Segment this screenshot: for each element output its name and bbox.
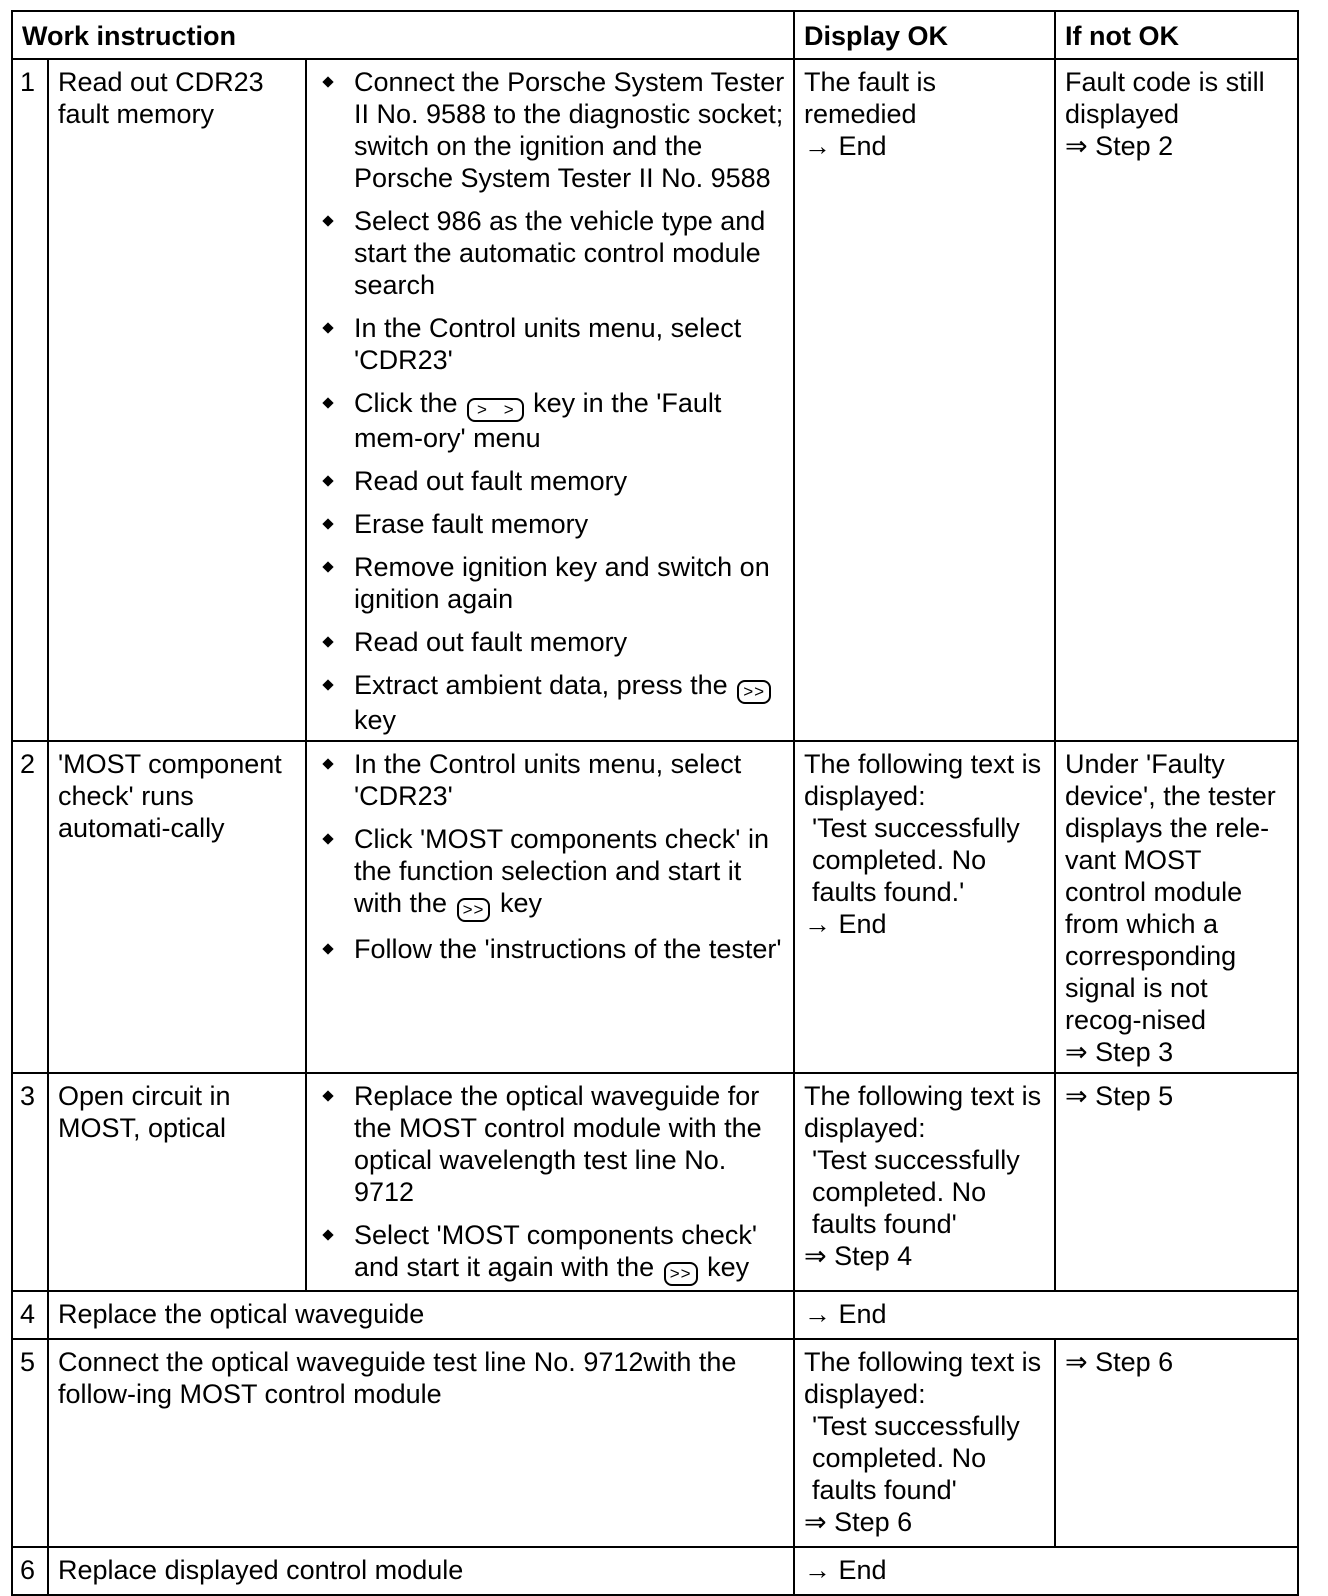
display-ok-quote: 'Test successfully completed. No faults found.' xyxy=(812,813,1020,907)
step-number: 2 xyxy=(12,741,48,1073)
if-not-ok-result: ⇒ Step 3 xyxy=(1065,1037,1174,1067)
step-title: Connect the optical waveguide test line No. 9712with the follow-ing MOST control module xyxy=(48,1339,794,1547)
forward-key-icon: >> xyxy=(457,898,491,922)
display-ok-result: → End xyxy=(804,131,887,161)
display-ok-cell xyxy=(794,1339,1055,1547)
if-not-ok-cell xyxy=(1055,59,1298,741)
display-ok-cell xyxy=(794,59,1055,741)
step-instructions xyxy=(306,1073,794,1291)
display-ok-text: The following text is displayed: xyxy=(804,749,1042,811)
instruction-item: Follow the 'instructions of the tester' xyxy=(316,933,785,965)
instruction-item: Connect the Porsche System Tester II No. 9588 to the diagnostic socket; switch on the ignition and the Porsche System Tester II No. 9588 xyxy=(316,66,785,194)
step-instructions xyxy=(306,59,794,741)
step-title: 'MOST component check' runs automati-cally xyxy=(48,741,306,1073)
if-not-ok-result: ⇒ Step 2 xyxy=(1065,131,1174,161)
if-not-ok-text: Fault code is still displayed xyxy=(1065,67,1265,129)
display-ok-cell xyxy=(794,1073,1055,1291)
step-title: Open circuit in MOST, optical xyxy=(48,1073,306,1291)
instruction-text: Click 'MOST components check' in the function selection and start it with the xyxy=(354,824,769,918)
step-number: 1 xyxy=(12,59,48,741)
instruction-item xyxy=(316,387,785,454)
instruction-text: key xyxy=(499,888,542,918)
instruction-item: Read out fault memory xyxy=(316,465,785,497)
if-not-ok-result: ⇒ Step 6 xyxy=(1065,1347,1174,1377)
step-title: Read out CDR23 fault memory xyxy=(48,59,306,741)
instruction-item: In the Control units menu, select 'CDR23' xyxy=(316,312,785,376)
display-ok-quote: 'Test successfully completed. No faults found' xyxy=(812,1411,1020,1505)
step-number: 3 xyxy=(12,1073,48,1291)
instruction-item: Select 986 as the vehicle type and start the automatic control module search xyxy=(316,205,785,301)
instruction-text: Select 'MOST components check' and start it again with the xyxy=(354,1220,757,1282)
if-not-ok-result: ⇒ Step 5 xyxy=(1065,1081,1174,1111)
instruction-list xyxy=(316,748,785,965)
display-ok-result: ⇒ Step 6 xyxy=(804,1507,913,1537)
step-row-4 xyxy=(12,1291,1298,1339)
display-ok-result: → End xyxy=(804,909,887,939)
instruction-item: Erase fault memory xyxy=(316,508,785,540)
if-not-ok-cell xyxy=(1055,741,1298,1073)
step-instructions xyxy=(306,741,794,1073)
instruction-text: Click the xyxy=(354,388,458,418)
header-if-not-ok: If not OK xyxy=(1055,11,1298,59)
step-row-5 xyxy=(12,1339,1298,1547)
instruction-text: key xyxy=(707,1252,750,1282)
step-number: 4 xyxy=(12,1291,48,1339)
display-ok-result: ⇒ Step 4 xyxy=(804,1241,913,1271)
step-title: Replace the optical waveguide xyxy=(48,1291,794,1339)
step-number: 6 xyxy=(12,1547,48,1595)
step-row-2 xyxy=(12,741,1298,1073)
display-ok-cell xyxy=(794,741,1055,1073)
if-not-ok-cell xyxy=(1055,1339,1298,1547)
instruction-text: key xyxy=(354,705,397,735)
instruction-item xyxy=(316,823,785,922)
display-ok-quote: 'Test successfully completed. No faults found' xyxy=(812,1145,1020,1239)
instruction-list xyxy=(316,66,785,736)
step-row-6 xyxy=(12,1547,1298,1595)
forward-key-icon: >> xyxy=(664,1262,698,1286)
forward-key-icon: >> xyxy=(737,680,771,704)
result-cell: → End xyxy=(794,1291,1298,1339)
header-work-instruction: Work instruction xyxy=(12,11,794,59)
instruction-text: Extract ambient data, press the xyxy=(354,670,728,700)
display-ok-text: The following text is displayed: xyxy=(804,1081,1042,1143)
step-number: 5 xyxy=(12,1339,48,1547)
if-not-ok-text: Under 'Faulty device', the tester displays the rele-vant MOST control module from which a corresponding signal is not recog-nised xyxy=(1065,749,1276,1035)
instruction-text: key in the 'Fault mem-ory' menu xyxy=(354,388,722,453)
instruction-item xyxy=(316,669,785,736)
instruction-item: Replace the optical waveguide for the MOST control module with the optical wavelength test line No. 9712 xyxy=(316,1080,785,1208)
work-instruction-table-wrapper xyxy=(11,10,1299,1596)
instruction-list xyxy=(316,1080,785,1286)
header-display-ok: Display OK xyxy=(794,11,1055,59)
instruction-item: Read out fault memory xyxy=(316,626,785,658)
step-title: Replace displayed control module xyxy=(48,1547,794,1595)
forward-key-icon: > > xyxy=(467,398,524,422)
display-ok-text: The following text is displayed: xyxy=(804,1347,1042,1409)
instruction-item: Remove ignition key and switch on ignition again xyxy=(316,551,785,615)
work-instruction-table xyxy=(11,10,1299,1596)
instruction-item xyxy=(316,1219,785,1286)
result-cell: → End xyxy=(794,1547,1298,1595)
display-ok-text: The fault is remedied xyxy=(804,67,937,129)
step-row-3 xyxy=(12,1073,1298,1291)
step-row-1 xyxy=(12,59,1298,741)
instruction-item: In the Control units menu, select 'CDR23' xyxy=(316,748,785,812)
if-not-ok-cell xyxy=(1055,1073,1298,1291)
header-row xyxy=(12,11,1298,59)
